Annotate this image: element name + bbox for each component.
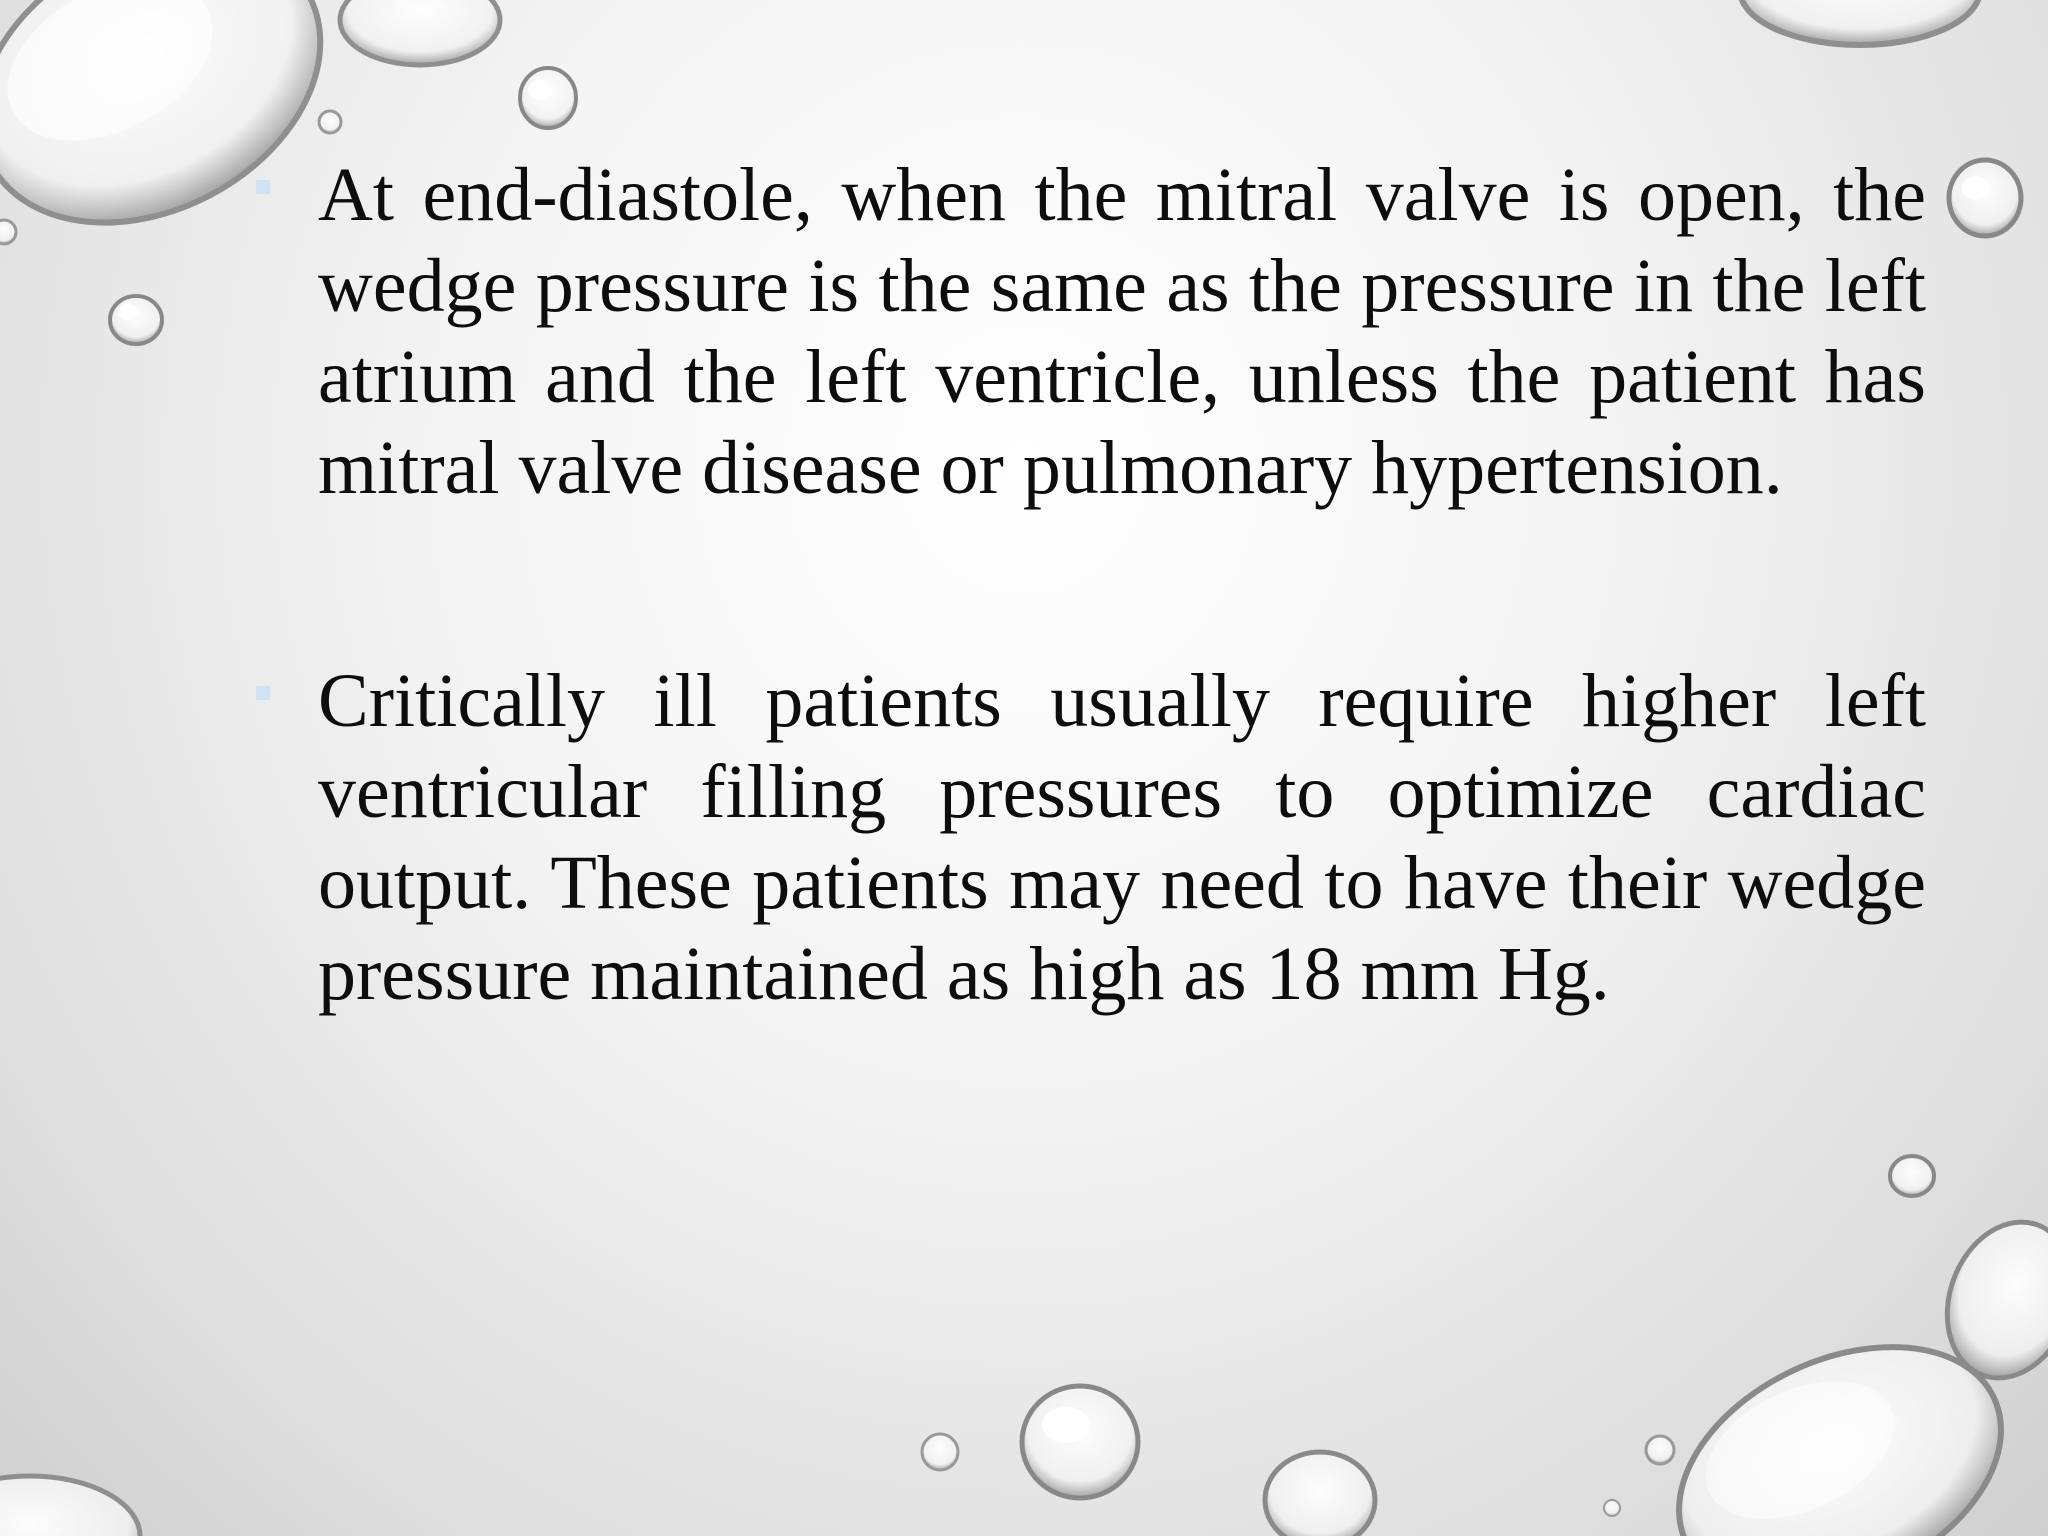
- drop-right-lower-small: [1890, 1156, 1934, 1196]
- drop-bottom-tiny-right: [1604, 1436, 1674, 1516]
- drop-bottom-mid-right: [1265, 1452, 1375, 1536]
- drop-left-edge: [0, 220, 16, 244]
- drop-top-tiny: [319, 111, 341, 133]
- bullet-point-1: [248, 150, 1926, 514]
- drop-top-right-large: [1740, 0, 1980, 45]
- bullet-text-2: Critically ill patients usually require higher left ventricular filling pressures to optimize cardiac output. These patients may need to have their wedge pressure maintained as high as 18 mm Hg.: [318, 659, 1926, 1016]
- drop-bottom-left-large: [0, 1476, 140, 1536]
- bullet-marker-icon: [256, 180, 270, 194]
- bullet-point-2: [248, 656, 1926, 1020]
- drop-left-mid: [110, 296, 162, 344]
- drop-top-small: [520, 68, 576, 128]
- drop-right-upper: [1949, 160, 2021, 236]
- bullet-text-1: At end-diastole, when the mitral valve is open, the wedge pressure is the same as the pressure in the left atrium and the left ventricle, unless the patient has mitral valve disease or pulmonary hypertension.: [318, 153, 1926, 510]
- drop-bottom-small: [922, 1434, 958, 1470]
- slide-content: [248, 150, 1926, 1020]
- bullet-marker-icon: [256, 686, 270, 700]
- drop-top-left-upper: [340, 0, 500, 65]
- drop-bottom-center: [1022, 1386, 1138, 1498]
